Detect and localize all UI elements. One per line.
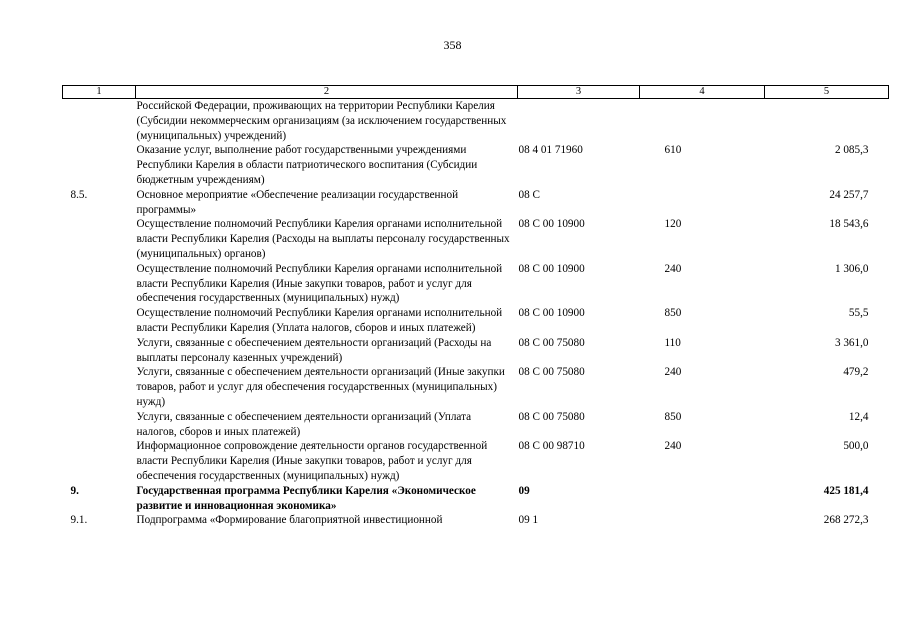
row-target-article: 09 1 bbox=[518, 514, 539, 527]
row-code bbox=[63, 306, 136, 336]
row-expense-type bbox=[640, 484, 765, 514]
row-name: Государственная программа Республики Карелия «Экономическое развитие и инновационная экономика» bbox=[136, 484, 476, 512]
row-target-article: 08 4 01 71960 bbox=[518, 144, 583, 157]
row-expense-type bbox=[640, 188, 765, 218]
row-target-article: 08 С 00 98710 bbox=[518, 440, 585, 453]
table-row bbox=[63, 188, 889, 218]
row-target-article: 08 С 00 10900 bbox=[518, 262, 585, 275]
budget-table bbox=[62, 85, 889, 528]
row-code: 9.1. bbox=[70, 514, 88, 527]
row-code bbox=[63, 410, 136, 440]
row-name: Основное мероприятие «Обеспечение реализации государственной программы» bbox=[136, 188, 459, 216]
row-expense-type: 240 bbox=[664, 366, 682, 379]
row-amount: 24 257,7 bbox=[829, 188, 869, 201]
row-name: Подпрограмма «Формирование благоприятной инвестиционной bbox=[136, 514, 443, 527]
row-name: Услуги, связанные с обеспечением деятельности организаций (Уплата налогов, сборов и иных платежей) bbox=[136, 410, 472, 438]
row-expense-type bbox=[640, 513, 765, 528]
row-code bbox=[63, 365, 136, 409]
row-name: Услуги, связанные с обеспечением деятельности организаций (Иные закупки товаров, работ и услуг для обеспечения государственных (муниципальных) нужд) bbox=[136, 366, 505, 408]
row-expense-type: 110 bbox=[664, 336, 681, 349]
table-row bbox=[63, 365, 889, 409]
row-amount bbox=[765, 99, 889, 144]
row-target-article: 08 С 00 10900 bbox=[518, 307, 585, 320]
row-target-article: 08 С bbox=[518, 188, 540, 201]
row-amount: 479,2 bbox=[843, 366, 869, 379]
table-row bbox=[63, 217, 889, 261]
table-row bbox=[63, 439, 889, 483]
row-expense-type: 240 bbox=[664, 440, 682, 453]
row-expense-type: 850 bbox=[664, 307, 682, 320]
row-code bbox=[63, 99, 136, 144]
table-row bbox=[63, 513, 889, 528]
table-row bbox=[63, 262, 889, 306]
table-row bbox=[63, 306, 889, 336]
row-code bbox=[63, 143, 136, 187]
row-amount: 1 306,0 bbox=[834, 262, 869, 275]
row-code: 8.5. bbox=[70, 188, 88, 201]
table-row bbox=[63, 143, 889, 187]
row-name: Российской Федерации, проживающих на территории Республики Карелия (Субсидии некоммерческим организациям (за исключением государственных (муниципальных) учреждений) bbox=[136, 100, 507, 142]
row-amount: 12,4 bbox=[848, 410, 869, 423]
row-target-article: 08 С 00 75080 bbox=[518, 336, 585, 349]
page-number: 358 bbox=[443, 38, 462, 52]
row-amount: 18 543,6 bbox=[829, 218, 869, 231]
row-expense-type: 120 bbox=[664, 218, 682, 231]
row-amount: 3 361,0 bbox=[834, 336, 869, 349]
row-target-article: 08 С 00 10900 bbox=[518, 218, 585, 231]
row-code bbox=[63, 217, 136, 261]
row-amount: 55,5 bbox=[848, 307, 869, 320]
row-amount: 425 181,4 bbox=[823, 484, 869, 497]
row-target-article: 08 С 00 75080 bbox=[518, 410, 585, 423]
row-code: 9. bbox=[70, 484, 79, 497]
row-name: Информационное сопровождение деятельности органов государственной власти Республики Карелия (Иные закупки товаров, работ и услуг для обеспечения государственных (муниципальных) нужд) bbox=[136, 440, 488, 482]
row-name: Услуги, связанные с обеспечением деятельности организаций (Расходы на выплаты персоналу казенных учреждений) bbox=[136, 336, 492, 364]
row-amount: 500,0 bbox=[843, 440, 869, 453]
header-col-2: 2 bbox=[136, 86, 518, 99]
row-code bbox=[63, 439, 136, 483]
table-row bbox=[63, 99, 889, 144]
row-code bbox=[63, 262, 136, 306]
row-code bbox=[63, 336, 136, 366]
table-row-program bbox=[63, 484, 889, 514]
header-row bbox=[63, 86, 889, 99]
row-amount: 268 272,3 bbox=[823, 514, 869, 527]
table-row bbox=[63, 336, 889, 366]
row-expense-type: 850 bbox=[664, 410, 682, 423]
row-name: Осуществление полномочий Республики Карелия органами исполнительной власти Республики Карелия (Расходы на выплаты персоналу государственных (муниципальных) органов) bbox=[136, 218, 510, 260]
row-name: Осуществление полномочий Республики Карелия органами исполнительной власти Республики Карелия (Уплата налогов, сборов и иных платежей) bbox=[136, 307, 503, 334]
row-expense-type: 610 bbox=[664, 144, 682, 157]
header-col-3: 3 bbox=[518, 86, 640, 99]
row-target-article bbox=[518, 99, 640, 144]
header-col-5: 5 bbox=[765, 86, 889, 99]
row-amount: 2 085,3 bbox=[834, 144, 869, 157]
header-col-1: 1 bbox=[63, 86, 136, 99]
row-expense-type: 240 bbox=[664, 262, 682, 275]
table-row bbox=[63, 410, 889, 440]
row-target-article: 09 bbox=[518, 484, 530, 497]
header-col-4: 4 bbox=[640, 86, 765, 99]
row-expense-type bbox=[640, 99, 765, 144]
row-name: Осуществление полномочий Республики Карелия органами исполнительной власти Республики Карелия (Иные закупки товаров, работ и услуг для обеспечения государственных (муниципальных) нужд) bbox=[136, 262, 503, 305]
table-body bbox=[63, 99, 889, 529]
row-name: Оказание услуг, выполнение работ государственными учреждениями Республики Карелия в области патриотического воспитания (Субсидии бюджетным учреждениям) bbox=[136, 144, 478, 186]
row-target-article: 08 С 00 75080 bbox=[518, 366, 585, 379]
